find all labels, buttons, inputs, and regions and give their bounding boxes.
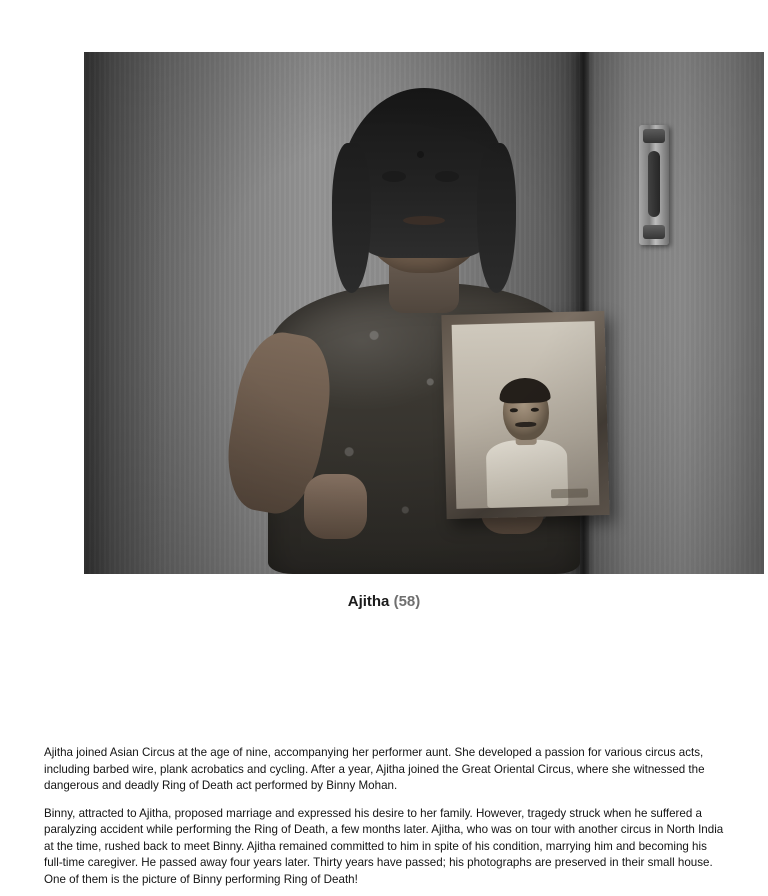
photo-caption: [0, 592, 768, 612]
caption-name: Ajitha: [347, 593, 390, 610]
article-body: [44, 745, 724, 888]
photo-vignette: [84, 52, 764, 574]
article-paragraph-1: Ajitha joined Asian Circus at the age of nine, accompanying her performer aunt. She developed a passion for various circus acts, including barbed wire, plank acrobatics and cycling. After a year, Ajitha joined the Great Oriental Circus, where she witnessed the dangerous and deadly Ring of Death act performed by Binny Mohan.: [44, 746, 705, 792]
portrait-photograph: [84, 52, 764, 574]
caption-age: (58): [393, 593, 421, 610]
article-paragraph-2: Binny, attracted to Ajitha, proposed marriage and expressed his desire to her family. However, tragedy struck when he suffered a paralyzing accident while performing the Ring of Death, a few months later. Ajitha, who was on tour with another circus in North India at the time, rushed back to meet Binny. Ajitha remained committed to him in spite of his condition, marrying him and becoming his full-time caregiver. He passed away four years later. Thirty years have passed; his photographs are preserved in their small house. One of them is the picture of Binny performing Ring of Death!: [44, 806, 724, 886]
